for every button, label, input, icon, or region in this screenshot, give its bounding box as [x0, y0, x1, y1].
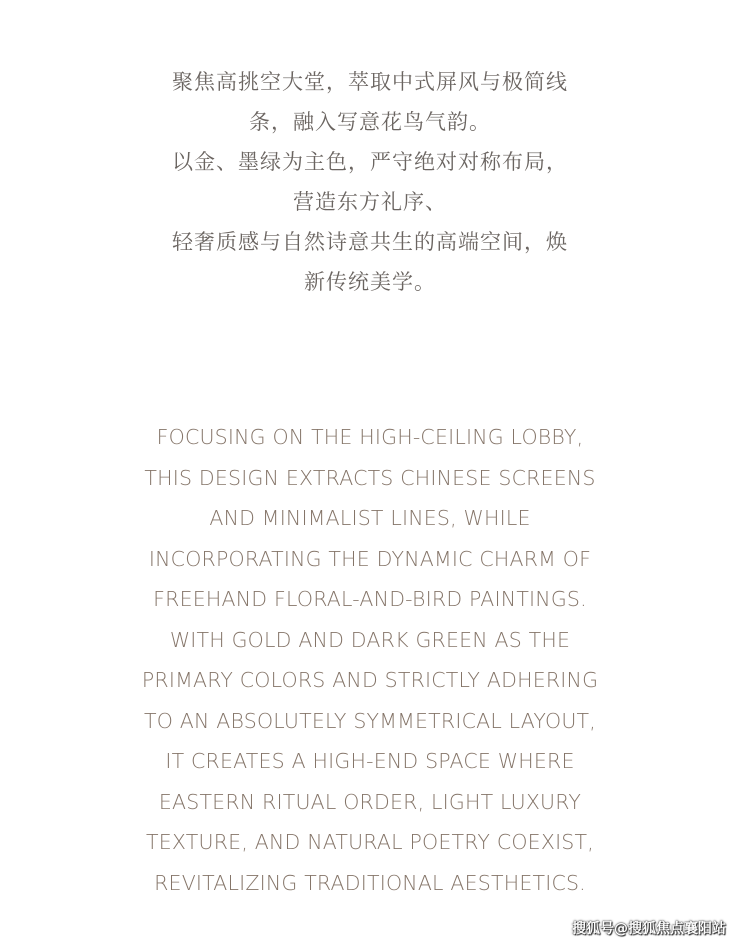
- english-text-line: INCORPORATING THE DYNAMIC CHARM OF: [148, 546, 592, 571]
- chinese-paragraph: [0, 62, 740, 302]
- chinese-text-line: 轻奢质感与自然诗意共生的高端空间，焕: [172, 230, 568, 254]
- english-text-line: FOCUSING ON THE HIGH-CEILING LOBBY,: [156, 425, 584, 449]
- english-text-line: EASTERN RITUAL ORDER, LIGHT LUXURY: [158, 789, 582, 814]
- chinese-text-line: 以金、墨绿为主色，严守绝对对称布局，: [172, 150, 568, 174]
- english-paragraph: [0, 417, 740, 903]
- chinese-text-line: 聚焦高挑空大堂，萃取中式屏风与极简线: [172, 70, 568, 94]
- english-text-line: PRIMARY COLORS AND STRICTLY ADHERING: [141, 668, 599, 692]
- english-text-line: IT CREATES A HIGH-END SPACE WHERE: [165, 749, 575, 773]
- english-text-line: THIS DESIGN EXTRACTS CHINESE SCREENS: [144, 465, 596, 490]
- english-text-line: AND MINIMALIST LINES, WHILE: [209, 506, 531, 530]
- english-text-line: TEXTURE, AND NATURAL POETRY COEXIST,: [146, 830, 594, 854]
- chinese-text-line: 新传统美学。: [304, 270, 436, 294]
- english-text-line: TO AN ABSOLUTELY SYMMETRICAL LAYOUT,: [144, 708, 596, 733]
- source-watermark: 搜狐号@搜狐焦点襄阳站: [572, 921, 726, 937]
- english-text-line: WITH GOLD AND DARK GREEN AS THE: [169, 627, 571, 652]
- english-text-line: FREEHAND FLORAL-AND-BIRD PAINTINGS.: [153, 587, 587, 611]
- english-text-line: REVITALIZING TRADITIONAL AESTHETICS.: [154, 870, 586, 895]
- chinese-text-line: 条，融入写意花鸟气韵。: [249, 110, 491, 134]
- chinese-text-line: 营造东方礼序、: [293, 190, 447, 214]
